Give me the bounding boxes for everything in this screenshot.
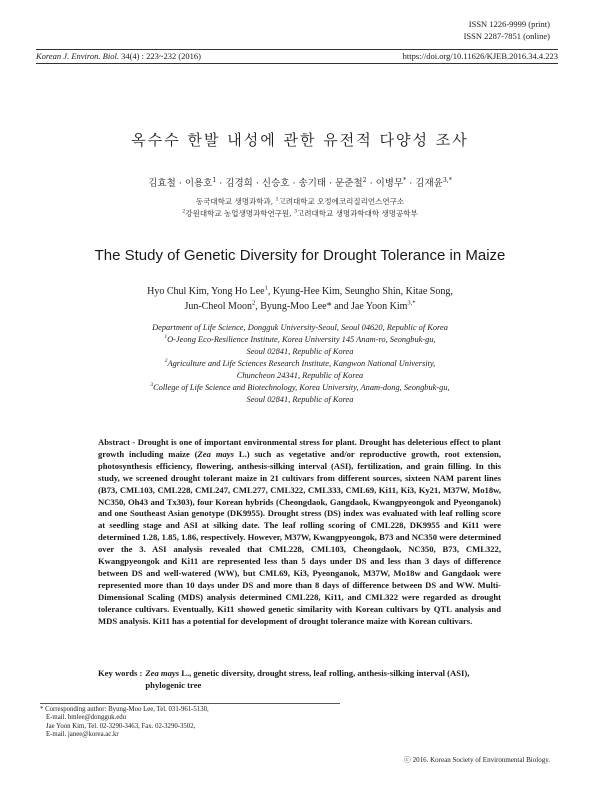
kr-aff2-sup-b: 3 xyxy=(293,208,298,215)
authors-sup-1: 1 xyxy=(264,284,268,292)
journal-name: Korean J. Environ. Biol. xyxy=(36,51,119,61)
abstract-text-1: Drought is one of important environmental stress for plant. Drought has deleterious effect to plant growth including maize ( xyxy=(98,437,501,459)
copyright: ⓒ 2016. Korean Society of Environmental Biology. xyxy=(403,756,550,764)
korean-author: 이병무 xyxy=(375,178,404,189)
abstract-dash: - xyxy=(129,437,138,447)
journal-citation xyxy=(36,50,201,63)
keywords-species: Zea mays xyxy=(145,668,180,678)
abstract-label: Abstract xyxy=(98,437,130,447)
abstract-text-2: L.) such as vegetative and/or reproductive growth, root extension, photosynthesis efficiency, flowering, anthesis-silking interval (ASI), fertilization, and grain filling. In this study, we screened drought tolerant maize in 21 cultivars from different sources, sixteen NAM parent lines (B73, CML103, CML228, CML247, CML277, CML322, CML333, CML69, Ki11, Ki3, Ky21, M37W, Mo18w, NC350, Oh43 and Tx303), four Korean hybrids (Cheongdaok, Gangdaok, Kwangpyeongok and Pyeonganok) and one Southeast Asian genotype (DK9955). Drought stress (DS) index was evaluated with leaf rolling score at seedling stage and ASI at silking date. The leaf rolling scoring of CML228, DK9955 and Ki11 were determined 1.28, 1.85, 1.86, respectively. However, M37W, Kwangpyeongok, B73 and NC350 were determined over the 3. ASI analysis revealed that CML228, CML103, Cheongdaok, NC350, B73, CML322, Kwangpyeongok and Ki11 are represented less than 5 days under DS and less than 3 days of difference between DS and well-watered (WW), but CML69, Ki3, Pyeonganok, M37W, Mo18w and Gangdaok were represented more than 10 days under DS and more than 8 days of difference between DS and WW. Multi-Dimensional Scaling (MDS) analysis determined CML228, Ki11, and CML322 were regarded as drought tolerance cultivars. Eventually, Ki11 showed genetic similarity with Korean cultivars by QTL analysis and MDS analysis. Ki11 has a potential for development of drought tolerance maize with Korean cultivars. xyxy=(98,448,501,626)
english-authors xyxy=(0,284,600,314)
footnote-line-3: E-mail. janee@korea.ac.kr xyxy=(46,731,119,739)
kr-aff2-a: 강원대학교 농업생명과학연구원, xyxy=(185,209,294,218)
korean-author-sup: 3,* xyxy=(442,176,452,184)
korean-author-sup: * xyxy=(403,176,407,184)
abstract xyxy=(98,437,501,628)
authors-line-1 xyxy=(0,284,600,299)
issn-block xyxy=(464,19,550,42)
aff-sup-3: 3 xyxy=(150,382,154,389)
aff-text-3: Agriculture and Life Sciences Research Institute, Kangwon National University, xyxy=(167,359,436,368)
doi-link[interactable]: https://doi.org/10.11626/KJEB.2016.34.4.223 xyxy=(402,51,558,61)
keywords xyxy=(98,668,501,692)
aff-text-5: College of Life Science and Biotechnology, Korea University, Anam-dong, Seongbuk-gu, xyxy=(153,383,450,392)
korean-affiliation-2 xyxy=(0,208,600,219)
keywords-label: Key words : xyxy=(98,668,143,678)
authors-2b: , Byung-Moo Lee* and Jae Yoon Kim xyxy=(255,301,408,312)
korean-author: 김효철 xyxy=(148,178,176,189)
korean-affiliation-1 xyxy=(0,196,600,207)
journal-bar xyxy=(36,49,558,64)
authors-sup-2: 2 xyxy=(251,299,256,307)
kr-aff2-b: 고려대학교 생명과학대학 생명공학부 xyxy=(297,209,418,218)
footnotes xyxy=(40,703,340,740)
authors-2a: Jun-Cheol Moon xyxy=(184,301,252,312)
korean-author: 김재윤 xyxy=(415,178,443,189)
issn-online: ISSN 2287-7851 (online) xyxy=(463,30,550,41)
kr-aff1-b: 고려대학교 오정에코리질리언스연구소 xyxy=(278,197,405,206)
english-title: The Study of Genetic Diversity for Drought Tolerance in Maize xyxy=(94,247,506,264)
korean-author-sup: 2 xyxy=(362,176,367,184)
aff-line-6: Seoul 02841, Republic of Korea xyxy=(246,395,354,404)
footnote-line-0: * Corresponding author: Byung-Moo Lee, Tel. 031-961-5130, xyxy=(40,706,209,713)
keywords-text: L., genetic diversity, drought stress, leaf rolling, anthesis-silking interval (ASI), phylogenic tree xyxy=(145,668,470,690)
aff-text-1: O-Jeong Eco-Resilience Institute, Korea University 145 Anam-ro, Seongbuk-gu, xyxy=(167,335,436,344)
aff-line-4: Chuncheon 24341, Republic of Korea xyxy=(236,371,364,380)
aff-line-5 xyxy=(0,382,600,394)
keywords-list xyxy=(145,668,501,692)
korean-author: 송기태 xyxy=(298,178,327,189)
korean-title: 옥수수 한발 내성에 관한 유전적 다양성 조사 xyxy=(131,131,469,149)
footnote-line-1: E-mail. bmlee@dongguk.edu xyxy=(46,714,127,722)
authors-line-2 xyxy=(0,299,600,314)
kr-aff1-sup: 1 xyxy=(275,196,279,203)
authors-1a: Hyo Chul Kim, Yong Ho Lee xyxy=(147,286,265,297)
aff-line-2: Seoul 02841, Republic of Korea xyxy=(246,347,354,356)
footnote-line-2: Jae Yoon Kim, Tel. 02-3290-3463, Fax. 02-3290-3502, xyxy=(46,722,196,730)
korean-author: 문준철 xyxy=(335,178,363,189)
korean-author: 김경희 xyxy=(225,178,253,189)
aff-sup-1: 1 xyxy=(164,334,168,341)
aff-sup-2: 2 xyxy=(164,358,168,365)
english-affiliations xyxy=(0,322,600,406)
korean-author-sup: 1 xyxy=(212,176,217,184)
korean-author: 신승호 xyxy=(261,178,290,189)
aff-line-3 xyxy=(0,358,600,370)
authors-1b: , Kyung-Hee Kim, Seungho Shin, Kitae Song, xyxy=(267,286,453,297)
korean-author: 이용호 xyxy=(184,178,213,189)
authors-sup-3: 3,* xyxy=(407,299,416,307)
abstract-species: Zea mays xyxy=(197,448,234,459)
korean-authors: 김효철 · 이용호$^1$ · 김경희 · 신승호 · 송기태 · 문준철$^2$ · 이병무* · 김재윤$^{3,*}$ xyxy=(148,176,452,189)
kr-aff2-sup-a: 2 xyxy=(182,208,186,215)
issn-print: ISSN 1226-9999 (print) xyxy=(468,19,550,29)
journal-volume: 34(4) : 223~232 (2016) xyxy=(118,51,201,61)
aff-line-0: Department of Life Science, Dongguk University-Seoul, Seoul 04620, Republic of Korea xyxy=(152,323,448,332)
aff-line-1 xyxy=(0,334,600,346)
kr-aff1-a: 동국대학교 생명과학과, xyxy=(195,197,276,206)
